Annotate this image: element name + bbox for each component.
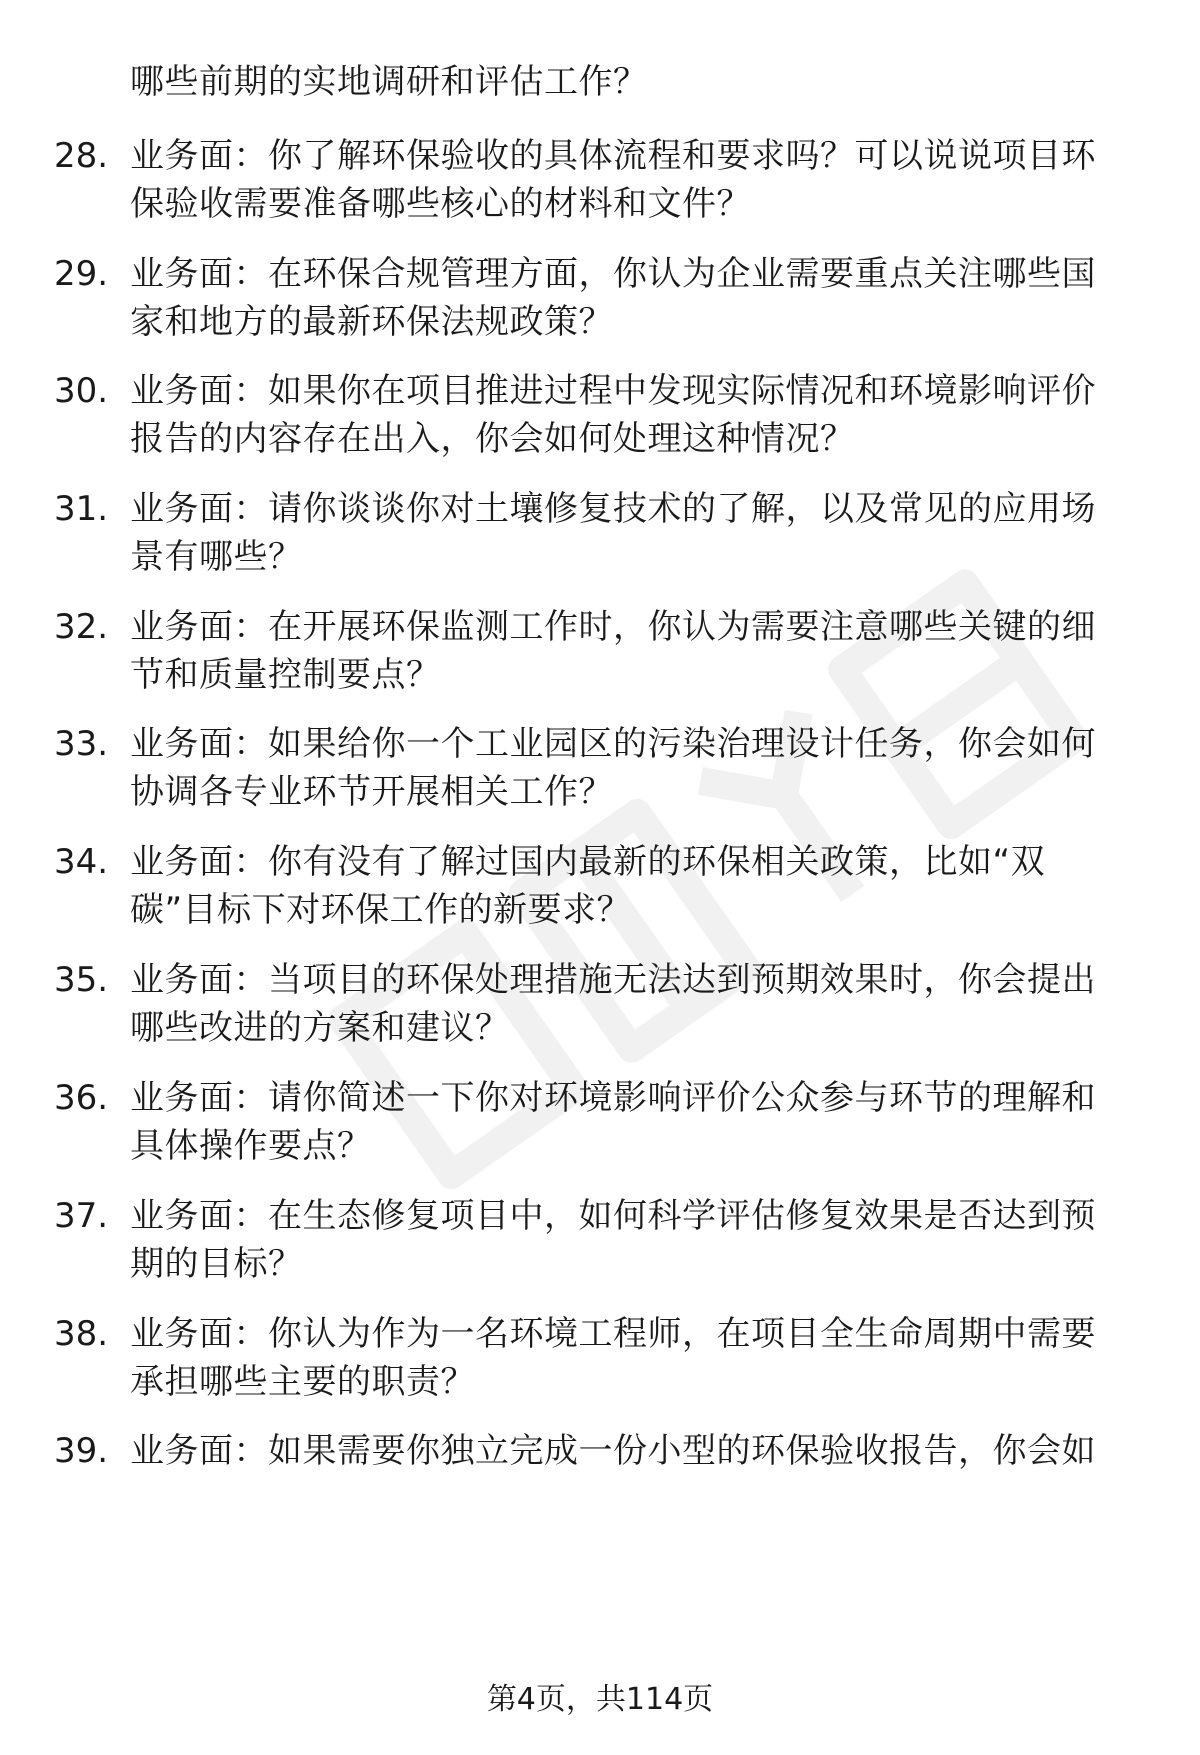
question-number: 36. — [54, 1078, 109, 1118]
question-number: 29. — [54, 254, 109, 294]
question-number: 38. — [54, 1314, 109, 1354]
question-line: 家和地方的最新环保法规政策？ — [130, 302, 613, 342]
question-line: 业务面：请你简述一下你对环境影响评价公众参与环节的理解和 — [130, 1078, 1096, 1118]
question-line: 碳”目标下对环保工作的新要求？ — [130, 890, 632, 930]
question-line: 期的目标？ — [130, 1244, 303, 1284]
question-line: 业务面：在环保合规管理方面，你认为企业需要重点关注哪些国 — [130, 254, 1096, 294]
question-line: 协调各专业环节开展相关工作？ — [130, 772, 613, 812]
question-line: 保验收需要准备哪些核心的材料和文件？ — [130, 184, 751, 224]
question-line: 业务面：在生态修复项目中，如何科学评估修复效果是否达到预 — [130, 1196, 1096, 1236]
question-line: 业务面：如果需要你独立完成一份小型的环保验收报告，你会如 — [130, 1431, 1096, 1471]
question-line: 哪些改进的方案和建议？ — [130, 1008, 510, 1048]
page-number-footer: 第4页，共114页 — [486, 1682, 714, 1717]
question-number: 37. — [54, 1196, 109, 1236]
question-number: 35. — [54, 960, 109, 1000]
question-line: 报告的内容存在出入，你会如何处理这种情况？ — [130, 419, 855, 459]
question-line: 业务面：如果给你一个工业园区的污染治理设计任务，你会如何 — [130, 724, 1096, 764]
question-number: 39. — [54, 1431, 109, 1471]
question-line: 承担哪些主要的职责？ — [130, 1362, 475, 1402]
question-number: 31. — [54, 489, 109, 529]
question-line: 业务面：当项目的环保处理措施无法达到预期效果时，你会提出 — [130, 960, 1096, 1000]
question-line: 业务面：你有没有了解过国内最新的环保相关政策，比如“双 — [130, 842, 1046, 882]
question-line: 业务面：请你谈谈你对土壤修复技术的了解，以及常见的应用场 — [130, 489, 1096, 529]
question-line: 景有哪些？ — [130, 537, 303, 577]
question-number: 34. — [54, 842, 109, 882]
question-line: 具体操作要点？ — [130, 1126, 372, 1166]
question-number: 33. — [54, 724, 109, 764]
question-number: 32. — [54, 607, 109, 647]
question-line: 节和质量控制要点？ — [130, 655, 441, 695]
question-line: 业务面：在开展环保监测工作时，你认为需要注意哪些关键的细 — [130, 607, 1096, 647]
question-line: 业务面：你认为作为一名环境工程师，在项目全生命周期中需要 — [130, 1314, 1096, 1354]
question-line: 业务面：如果你在项目推进过程中发现实际情况和环境影响评价 — [130, 371, 1096, 411]
question-line: 业务面：你了解环保验收的具体流程和要求吗？可以说说项目环 — [130, 136, 1096, 176]
question-number: 30. — [54, 371, 109, 411]
question-number: 28. — [54, 136, 109, 176]
intro-line: 哪些前期的实地调研和评估工作？ — [130, 62, 648, 102]
